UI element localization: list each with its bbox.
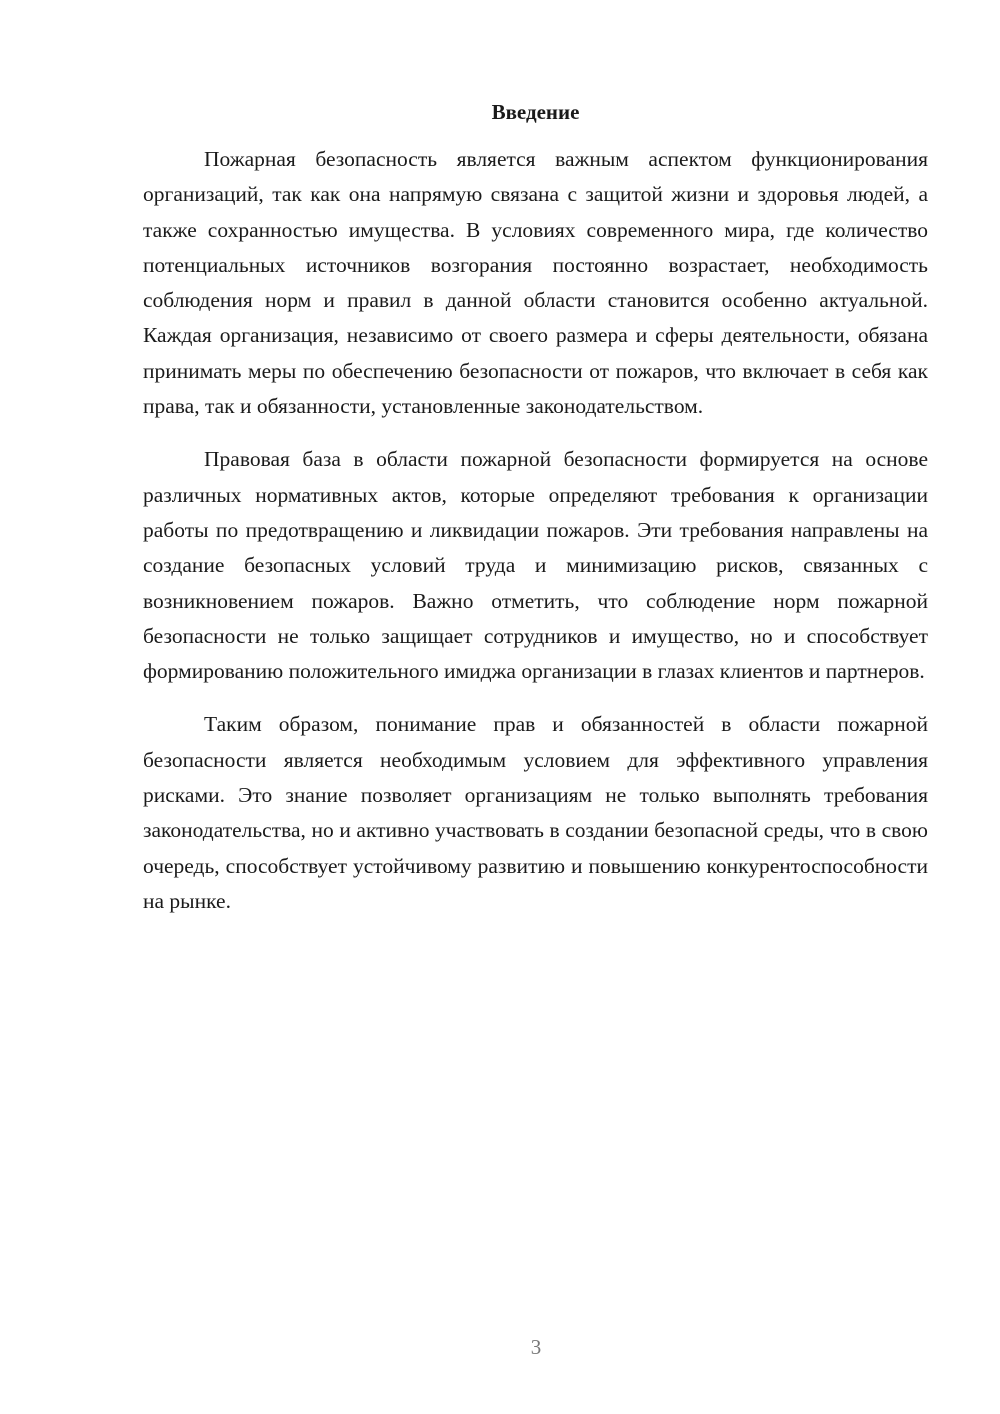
section-title: Введение — [491, 100, 580, 124]
paragraph-2: Правовая база в области пожарной безопасности формируется на основе различных нормативных актов, которые определяют требования к организации работы по предотвращению и ликвидации пожаров. Эти требования направлены на создание безопасных условий труда и минимизацию рисков, связанных с возникновением пожаров. Важно отметить, что соблюдение норм пожарной безопасности не только защищает сотрудников и имущество, но и способствует формированию положительного имиджа организации в глазах клиентов и партнеров. — [143, 447, 928, 684]
page-number: 3 — [530, 1335, 542, 1359]
paragraph-1: Пожарная безопасность является важным аспектом функционирования организаций, так как она напрямую связана с защитой жизни и здоровья людей, а также сохранностью имущества. В условиях современного мира, где количество потенциальных источников возгорания постоянно возрастает, необходимость соблюдения норм и правил в данной области становится особенно актуальной. Каждая организация, независимо от своего размера и сферы деятельности, обязана принимать меры по обеспечению безопасности от пожаров, что включает в себя как права, так и обязанности, установленные законодательством. — [143, 147, 928, 419]
body-text — [143, 142, 928, 937]
paragraph-3: Таким образом, понимание прав и обязанностей в области пожарной безопасности является необходимым условием для эффективного управления рисками. Это знание позволяет организациям не только выполнять требования законодательства, но и активно участвовать в создании безопасной среды, что в свою очередь, способствует устойчивому развитию и повышению конкурентоспособности на рынке. — [143, 712, 928, 913]
